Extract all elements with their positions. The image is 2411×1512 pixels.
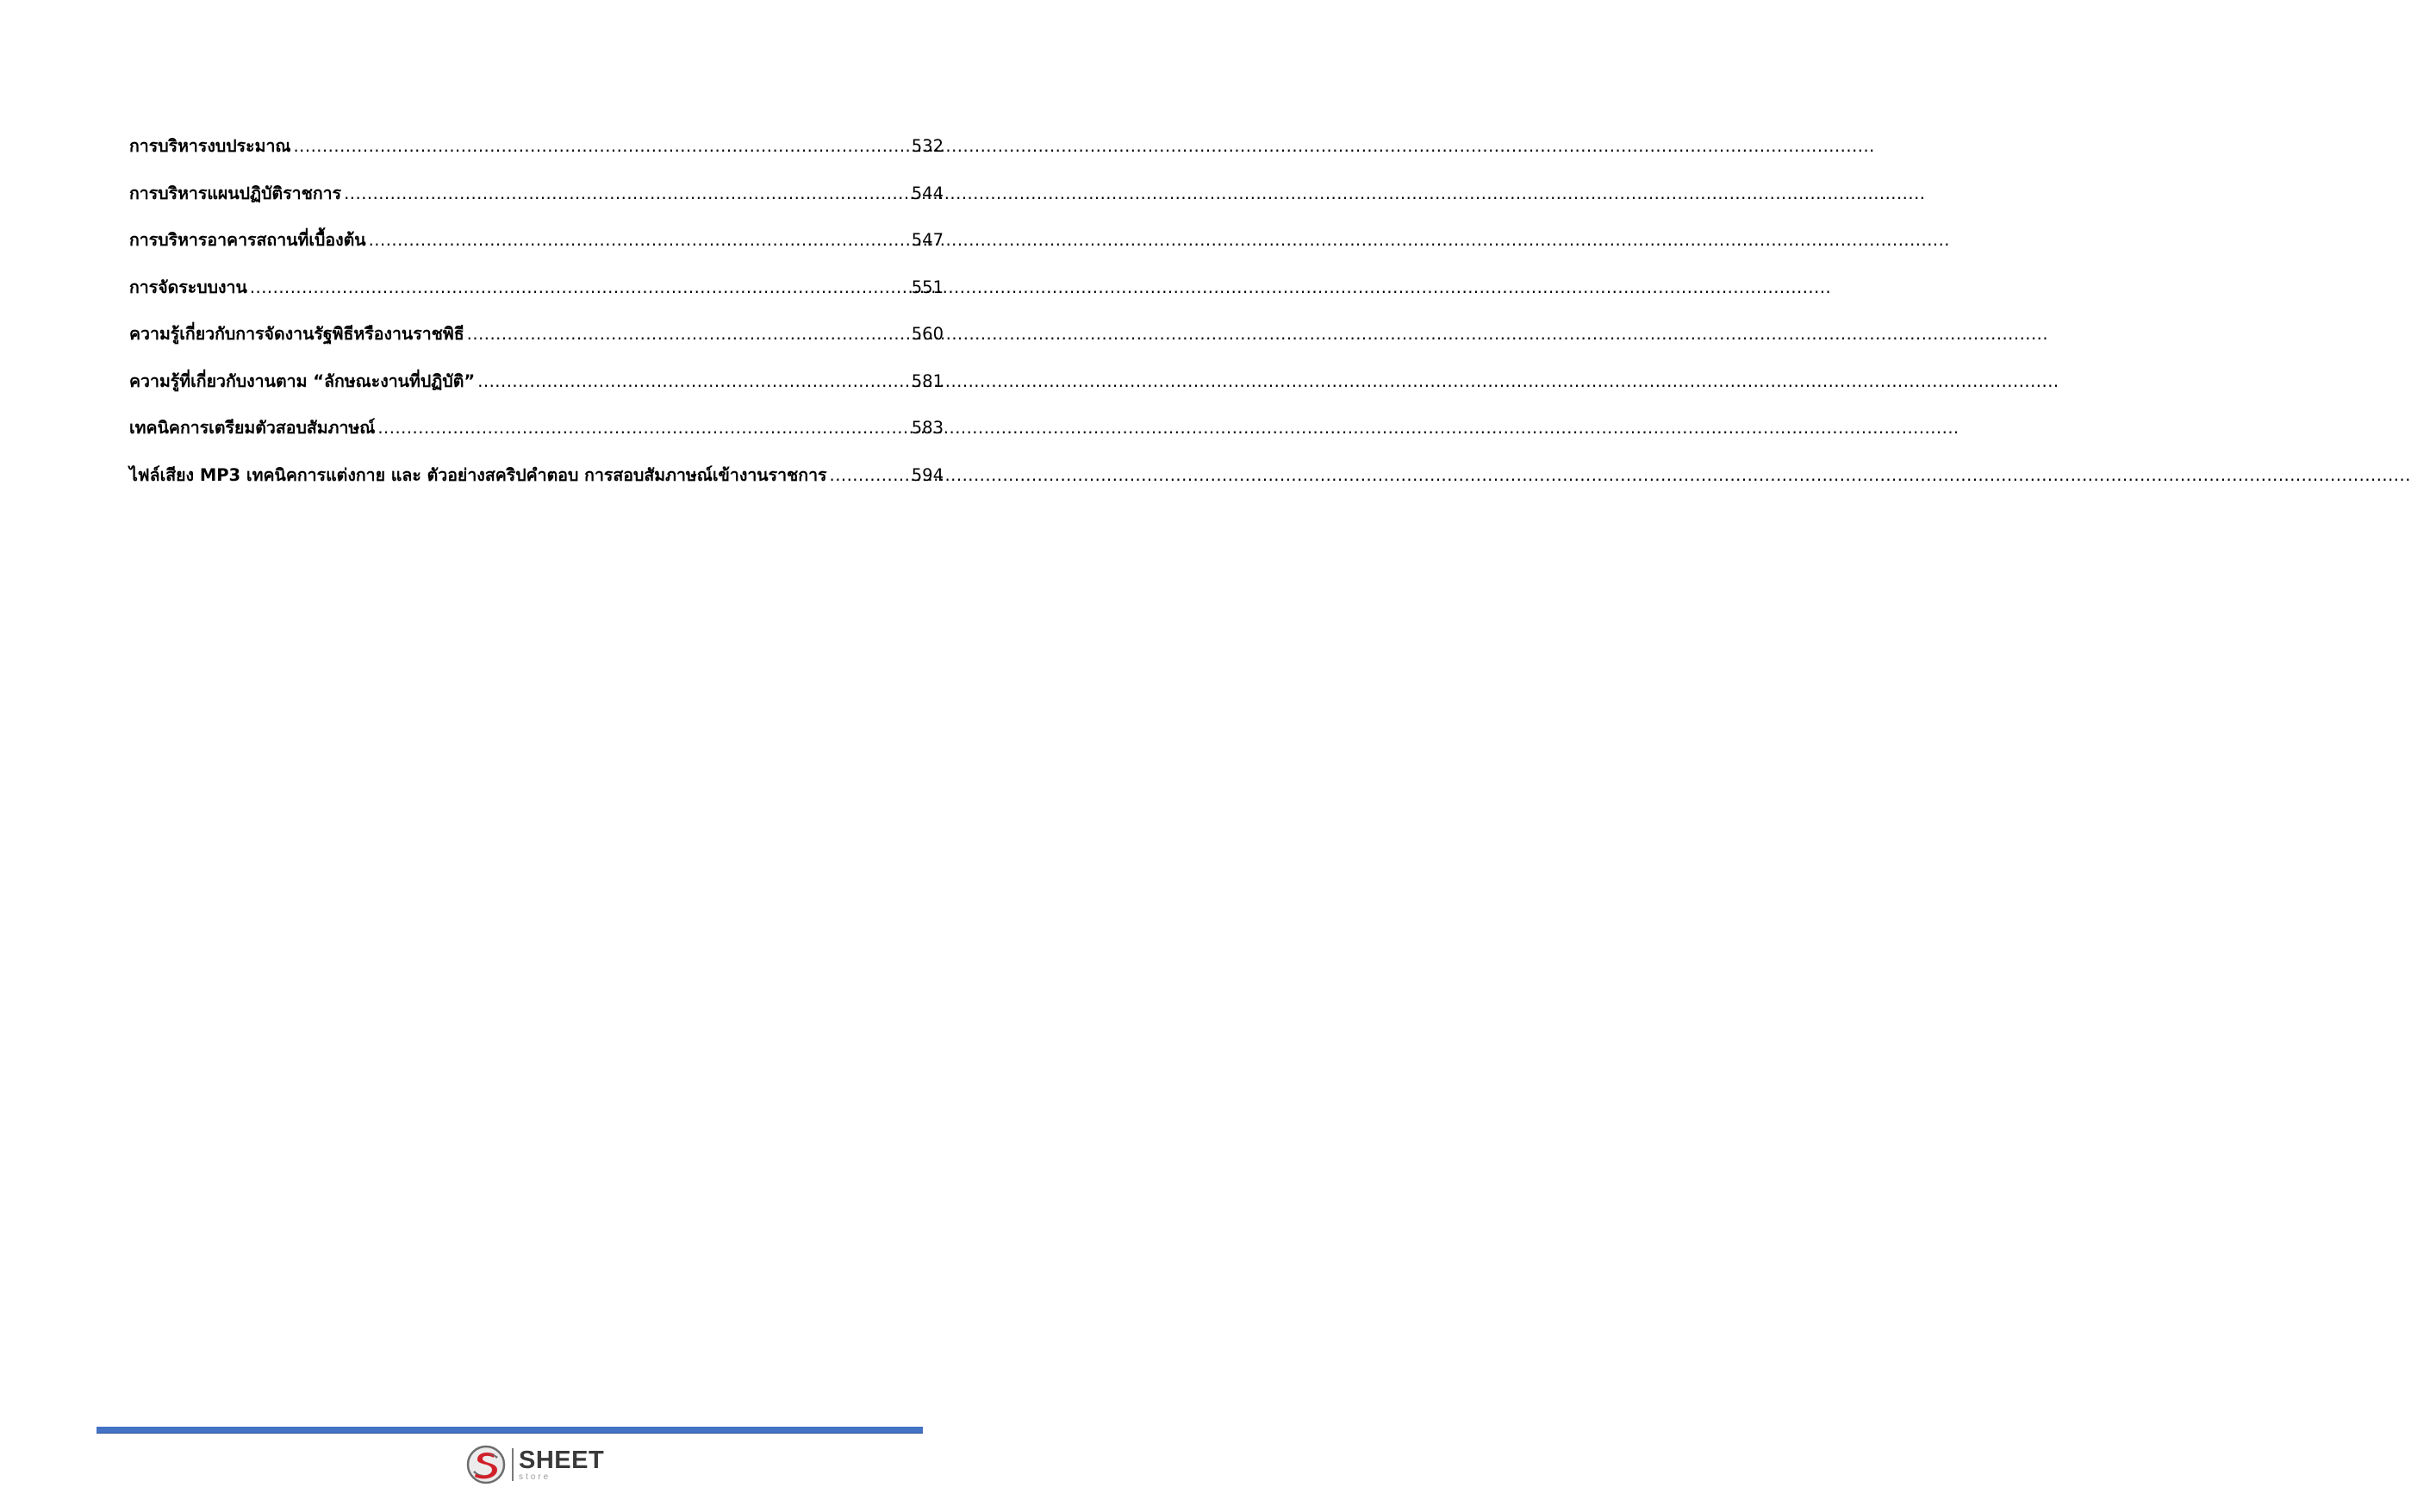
toc-entry-title: การบริหารแผนปฏิบัติราชการ — [129, 183, 342, 203]
toc-dot-leader — [377, 413, 908, 444]
toc-dot-leader — [477, 366, 909, 397]
toc-entry-page: 547 — [911, 230, 944, 250]
toc-entry[interactable] — [129, 413, 944, 460]
toc-entry-page: 560 — [911, 324, 944, 344]
toc-entry-page: 581 — [911, 370, 944, 391]
footer-divider — [97, 1427, 923, 1434]
toc-entry-page: 551 — [911, 277, 944, 297]
toc-entry-title: การบริหารอาคารสถานที่เบื้องต้น — [129, 230, 366, 250]
toc-entry[interactable] — [129, 225, 944, 272]
toc-dot-leader — [369, 225, 909, 256]
toc-entry[interactable] — [129, 131, 944, 178]
sheet-store-logo — [465, 1440, 612, 1489]
logo-subtitle: store — [519, 1472, 551, 1482]
toc-entry[interactable] — [129, 366, 944, 414]
toc-entry[interactable] — [129, 460, 944, 507]
toc-entry-title: เทคนิคการเตรียมตัวสอบสัมภาษณ์ — [129, 418, 376, 438]
toc-entry-title: ความรู้ที่เกี่ยวกับงานตาม “ลักษณะงานที่ปฏิบัติ” — [129, 370, 476, 391]
toc-entry-title: การจัดระบบงาน — [129, 277, 247, 297]
toc-entry-title: ความรู้เกี่ยวกับการจัดงานรัฐพิธีหรืองานราชพิธี — [129, 324, 464, 344]
toc-dot-leader — [344, 178, 909, 209]
toc-dot-leader — [467, 319, 909, 350]
toc-entry-title: ไฟล์เสียง MP3 เทคนิคการแต่งกาย และ ตัวอย่างสคริปคำตอบ การสอบสัมภาษณ์เข้างานราชการ — [129, 464, 827, 485]
toc-dot-leader — [830, 460, 909, 491]
logo-divider — [512, 1448, 514, 1481]
toc-entry-page: 532 — [911, 136, 944, 156]
toc-entry-title: การบริหารงบประมาณ — [129, 136, 291, 156]
table-of-contents — [129, 131, 944, 507]
toc-entry[interactable] — [129, 272, 944, 320]
sheet-store-logo-mark-icon — [465, 1444, 507, 1485]
toc-entry-page: 594 — [911, 464, 944, 485]
toc-dot-leader — [250, 272, 909, 303]
toc-entry-page: 544 — [911, 183, 944, 203]
toc-entry[interactable] — [129, 319, 944, 366]
logo-wordmark — [519, 1448, 604, 1482]
toc-dot-leader — [293, 131, 908, 162]
toc-entry-page: 583 — [911, 418, 944, 438]
toc-entry[interactable] — [129, 178, 944, 226]
logo-title: SHEET — [519, 1446, 605, 1474]
